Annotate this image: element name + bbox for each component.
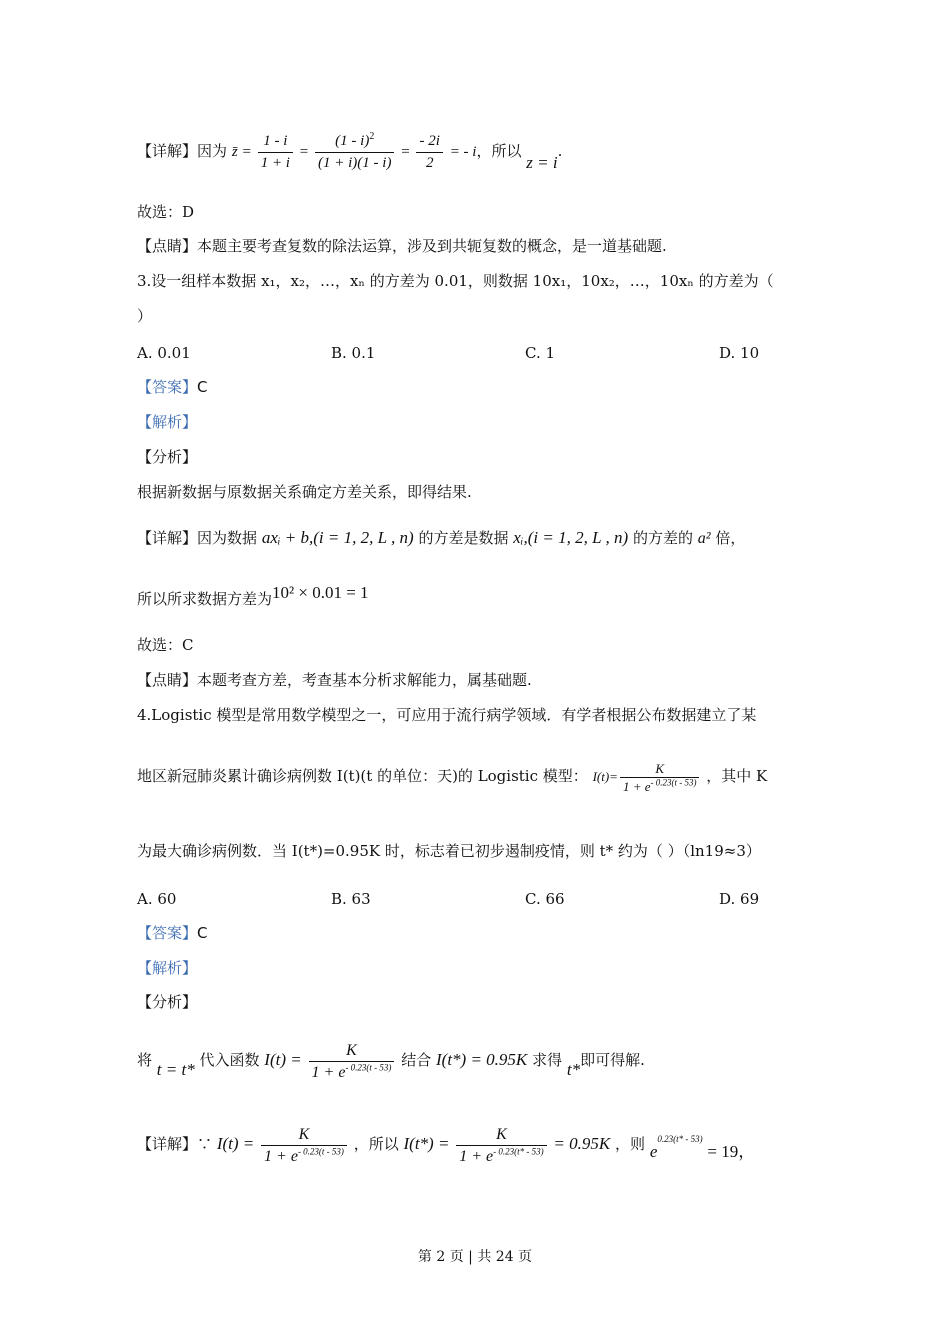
answer-value: C bbox=[197, 924, 208, 942]
formula-x: xᵢ,(i = 1, 2, L , n) bbox=[513, 528, 629, 547]
answer-value: C bbox=[197, 378, 208, 396]
q2-choice: 故选：D bbox=[137, 203, 195, 221]
because-symbol: ∵ bbox=[197, 1135, 213, 1153]
exp-term: $e^{0.23(t* - 53)}$ bbox=[649, 1134, 703, 1161]
q3-detail-line: 【详解】因为数据 axᵢ + b,(i = 1, 2, L , n) 的方差是数据 xᵢ,(i = 1, 2, L , n) 的方差的 a² 倍， bbox=[137, 528, 746, 547]
q3-option-a: A. 0.01 bbox=[137, 344, 191, 362]
q3-option-c: C. 1 bbox=[525, 344, 556, 362]
q2-comment: 【点睛】本题主要考查复数的除法运算，涉及到共轭复数的概念，是一道基础题. bbox=[137, 237, 667, 255]
z-equals-i: z = i bbox=[526, 153, 558, 172]
q4-analysis-label: 【解析】 bbox=[137, 959, 198, 977]
fraction-1: $\frac{1 - i}{1 + i}$ bbox=[258, 131, 293, 174]
formula-axb: axᵢ + b,(i = 1, 2, L , n) bbox=[261, 528, 414, 547]
q3-option-d: D. 10 bbox=[719, 344, 760, 362]
answer-label: 【答案】 bbox=[137, 924, 198, 942]
q3-stem-line1: 3.设一组样本数据 x₁，x₂，…，xₙ 的方差为 0.01，则数据 10x₁，10x₂，…，10xₙ 的方差为（ bbox=[137, 272, 774, 290]
q3-choice: 故选：C bbox=[137, 636, 194, 654]
fraction-2: $\frac{(1 - i)^2}{(1 + i)(1 - i)}$ bbox=[315, 131, 394, 174]
q3-fenxi-label: 【分析】 bbox=[137, 448, 198, 466]
q4-option-c: C. 66 bbox=[525, 890, 565, 908]
q4-option-a: A. 60 bbox=[137, 890, 177, 908]
model-fraction: $\frac{K}{1 + e^{- 0.23(t - 53)}}$ bbox=[620, 760, 700, 795]
fraction-3: $\frac{- 2i}{2}$ bbox=[416, 131, 442, 174]
zbar-symbol: z̄ bbox=[231, 144, 238, 160]
detail-fraction-1: $\frac{K}{1 + e^{- 0.23(t - 53)}}$ bbox=[261, 1124, 347, 1167]
q4-option-b: B. 63 bbox=[331, 890, 371, 908]
answer-label: 【答案】 bbox=[137, 378, 198, 396]
q4-detail-line: 【详解】∵ I(t) = $\frac{K}{1 + e^{- 0.23(t - 53)}}$ ，所以 I(t*) = $\frac{K}{1 + e^{- 0.23(t* - 53)}}$ = 0.95K ，则 $e^{0.23(t* - 53)} = 19$， bbox=[137, 1125, 756, 1165]
detail-label: 【详解】 bbox=[137, 1135, 198, 1153]
q3-comment: 【点睛】本题考查方差，考查基本分析求解能力，属基础题. bbox=[137, 671, 532, 689]
q3-option-b: B. 0.1 bbox=[331, 344, 376, 362]
q3-stem-line2: ） bbox=[137, 307, 153, 325]
q4-answer bbox=[137, 923, 208, 943]
q4-stem-line2: 地区新冠肺炎累计确诊病例数 I(t)(t 的单位：天)的 Logistic 模型： I(t)= $\frac{K}{1 + e^{- 0.23(t - 53)}}$ ，其中 K bbox=[137, 760, 768, 794]
fenxi-fraction: $\frac{K}{1 + e^{- 0.23(t - 53)}}$ bbox=[309, 1040, 395, 1083]
so-text: ，所以 bbox=[476, 142, 522, 160]
result: = - i bbox=[449, 144, 477, 160]
detail-fraction-2: $\frac{K}{1 + e^{- 0.23(t* - 53)}}$ bbox=[456, 1124, 546, 1167]
q4-option-d: D. 69 bbox=[719, 890, 760, 908]
detail-label: 【详解】 bbox=[137, 529, 198, 547]
q4-stem-line1: 4.Logistic 模型是常用数学模型之一，可应用于流行病学领域．有学者根据公布数据建立了某 bbox=[137, 706, 757, 724]
q3-analysis-label: 【解析】 bbox=[137, 413, 198, 431]
q4-stem-line3: 为最大确诊病例数．当 I(t*)=0.95K 时，标志着已初步遏制疫情，则 t* 约为（ ）（ln19≈3） bbox=[137, 842, 761, 860]
q3-fenxi-text: 根据新数据与原数据关系确定方差关系，即得结果. bbox=[137, 483, 472, 501]
q4-fenxi-line: 将 t = t* 代入函数 I(t) = $\frac{K}{1 + e^{- 0.23(t - 53)}}$ 结合 I(t*) = 0.95K 求得 t*即可得解. bbox=[137, 1041, 645, 1081]
detail-text: 因为 bbox=[197, 142, 228, 160]
formula-result: 10² × 0.01 = 1 bbox=[272, 583, 369, 602]
q3-answer bbox=[137, 377, 208, 397]
formula-a-squared: a² bbox=[697, 530, 711, 547]
q3-detail-line2: 所以所求数据方差为10² × 0.01 = 1 bbox=[137, 583, 369, 608]
detail-label: 【详解】 bbox=[137, 142, 198, 160]
q4-fenxi-label: 【分析】 bbox=[137, 993, 198, 1011]
page-footer: 第 2 页 | 共 24 页 bbox=[417, 1249, 533, 1265]
q2-detail-line: 【详解】因为 z̄ = $\frac{1 - i}{1 + i}$ = $\frac{(1 - i)^2}{(1 + i)(1 - i)}$ = $\frac{- 2i}{2}$ = - i，所以 z = i. bbox=[137, 130, 563, 172]
